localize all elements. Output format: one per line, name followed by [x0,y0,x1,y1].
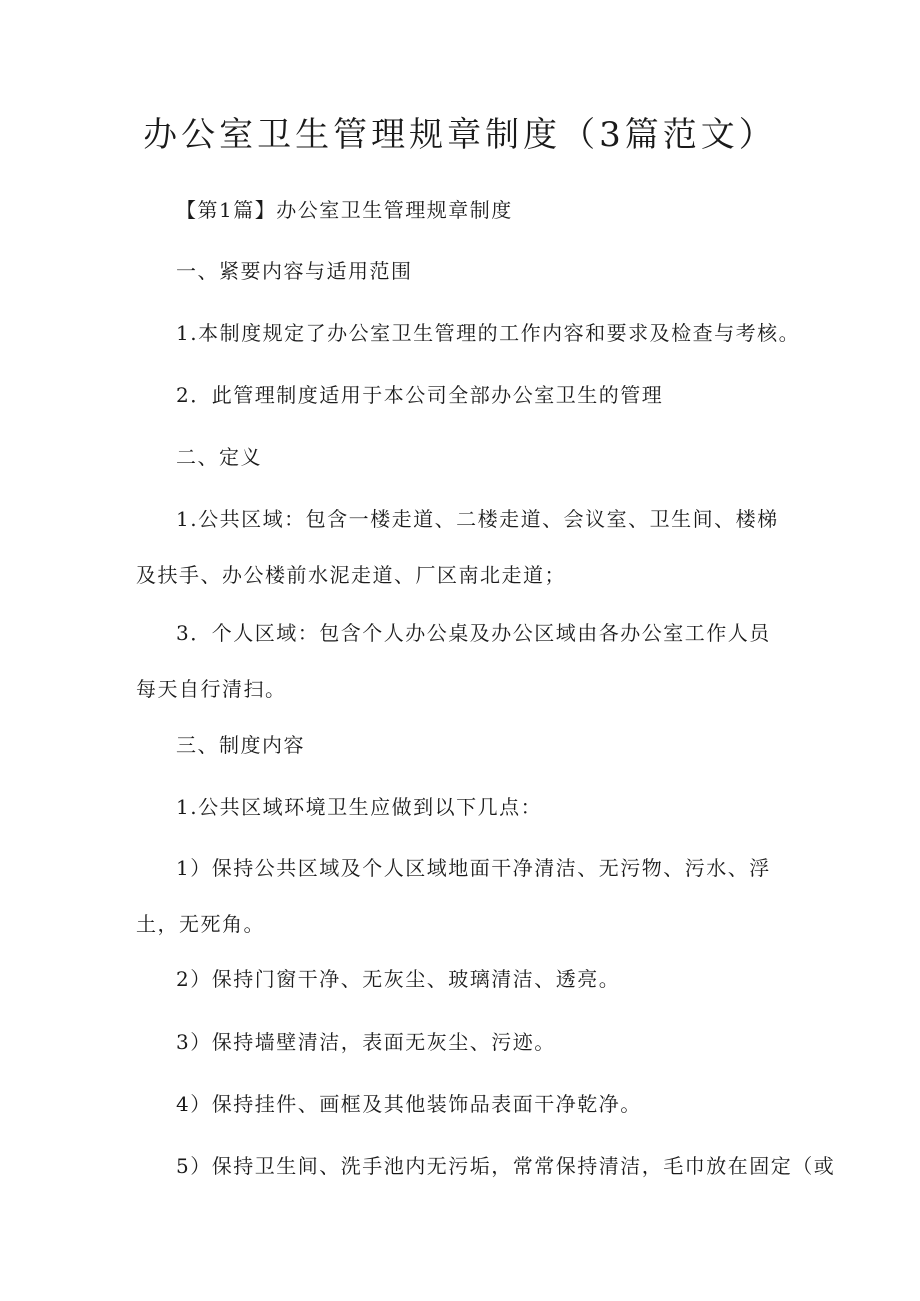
paragraph: 2）保持门窗干净、无灰尘、玻璃清洁、透亮。 [176,967,621,991]
section-heading: 【第1篇】办公室卫生管理规章制度 [176,198,513,222]
paragraph: 1.本制度规定了办公室卫生管理的工作内容和要求及检查与考核。 [176,321,801,345]
document-title: 办公室卫生管理规章制度（3篇范文） [143,115,777,155]
paragraph: 1.公共区域环境卫生应做到以下几点： [176,795,543,819]
paragraph: 2．此管理制度适用于本公司全部办公室卫生的管理 [176,383,664,407]
paragraph: 1）保持公共区域及个人区域地面干净清洁、无污物、污水、浮土，无死角。 [136,856,771,936]
paragraph: 1.公共区域：包含一楼走道、二楼走道、会议室、卫生间、楼梯及扶手、办公楼前水泥走道、厂区南北走道； [136,507,779,587]
paragraph: 三、制度内容 [176,733,305,757]
paragraph: 3．个人区域：包含个人办公桌及办公区域由各办公室工作人员每天自行清扫。 [136,621,771,701]
paragraph: 3）保持墙壁清洁，表面无灰尘、污迹。 [176,1030,556,1054]
paragraph: 一、紧要内容与适用范围 [176,259,413,283]
paragraph: 4）保持挂件、画框及其他装饰品表面干净乾净。 [176,1092,642,1116]
paragraph: 5）保持卫生间、洗手池内无污垢，常常保持清洁，毛巾放在固定（或 [176,1154,836,1178]
paragraph: 二、定义 [176,445,262,469]
